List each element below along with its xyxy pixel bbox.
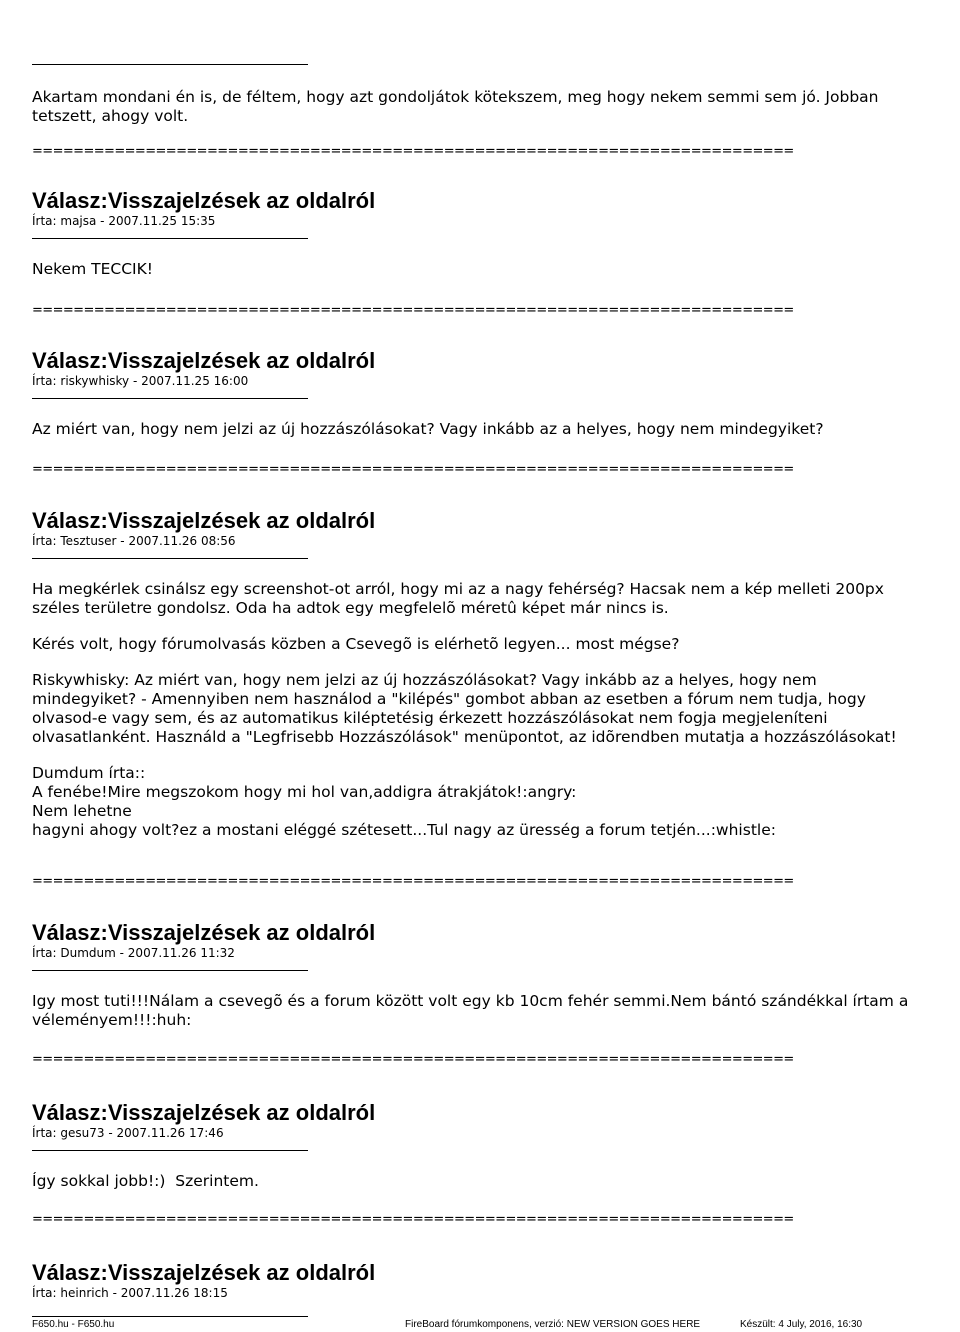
post-title: Válasz:Visszajelzések az oldalról bbox=[32, 1260, 376, 1285]
footer-component: FireBoard fórumkomponens, verzió: NEW VERSION GOES HERE bbox=[405, 1319, 701, 1330]
footer-site: F650.hu - F650.hu bbox=[32, 1319, 115, 1330]
post-meta: Írta: Dumdum - 2007.11.26 11:32 bbox=[32, 946, 235, 960]
quoted-post: Dumdum írta:: A fenébe!Mire megszokom hogy mi hol van,addigra átrakjátok!:angry: Nem lehetne hagyni ahogy volt?ez a mostani eléggé szétesett...Tul nagy az üresség a forum tetjén...:whistle: bbox=[32, 764, 776, 839]
post-separator: ========================================================================== bbox=[32, 874, 794, 889]
forum-post bbox=[32, 1100, 932, 1191]
post-divider bbox=[32, 238, 308, 239]
forum-post bbox=[32, 508, 932, 852]
page-footer bbox=[32, 1316, 932, 1332]
post-body: Ha megkérlek csinálsz egy screenshot-ot arról, hogy mi az a nagy fehérség? Hacsak nem a kép melleti 200px széles területre gondolsz. Oda ha adtok egy megfelelõ méretû képet már nincs is. bbox=[32, 580, 884, 617]
footer-divider bbox=[32, 1316, 308, 1317]
post-title: Válasz:Visszajelzések az oldalról bbox=[32, 508, 376, 533]
top-divider bbox=[32, 64, 308, 65]
post-title: Válasz:Visszajelzések az oldalról bbox=[32, 188, 376, 213]
post-body: Riskywhisky: Az miért van, hogy nem jelzi az új hozzászólásokat? Vagy inkább az a helyes, hogy nem mindegyiket? - Amennyiben nem használod a "kilépés" gombot abban az esetben a fórum nem tudja, hogy olvasod-e vagy sem, és az automatikus kiléptetésig érkezett hozzászólásokat nem fogja megjeleníteni olvasatlanként. Használd a "Legfrisebb Hozzászólások" menüpontot, az idõrendben mutatja a hozzászólásokat! bbox=[32, 671, 897, 746]
post-body: Az miért van, hogy nem jelzi az új hozzászólásokat? Vagy inkább az a helyes, hogy nem mindegyiket? bbox=[32, 420, 824, 438]
post-title: Válasz:Visszajelzések az oldalról bbox=[32, 1100, 376, 1125]
intro-text: Akartam mondani én is, de féltem, hogy azt gondoljátok kötekszem, meg hogy nekem semmi sem jó. Jobban tetszett, ahogy volt. bbox=[32, 88, 879, 125]
post-title: Válasz:Visszajelzések az oldalról bbox=[32, 348, 376, 373]
post-separator: ========================================================================== bbox=[32, 1052, 794, 1067]
forum-post bbox=[32, 920, 932, 1030]
post-divider bbox=[32, 970, 308, 971]
post-meta: Írta: Tesztuser - 2007.11.26 08:56 bbox=[32, 534, 236, 548]
post-body: Kérés volt, hogy fórumolvasás közben a Csevegõ is elérhetõ legyen... most mégse? bbox=[32, 635, 680, 653]
forum-post bbox=[32, 348, 932, 439]
post-divider bbox=[32, 558, 308, 559]
post-divider bbox=[32, 398, 308, 399]
post-body: Így sokkal jobb!:) Szerintem. bbox=[32, 1172, 259, 1190]
post-separator: ========================================================================== bbox=[32, 303, 794, 318]
post-meta: Írta: majsa - 2007.11.25 15:35 bbox=[32, 214, 216, 228]
post-meta: Írta: riskywhisky - 2007.11.25 16:00 bbox=[32, 374, 249, 388]
post-meta: Írta: heinrich - 2007.11.26 18:15 bbox=[32, 1286, 228, 1300]
forum-post bbox=[32, 1260, 932, 1300]
post-separator: ========================================================================== bbox=[32, 144, 794, 159]
post-meta: Írta: gesu73 - 2007.11.26 17:46 bbox=[32, 1126, 224, 1140]
post-separator: ========================================================================== bbox=[32, 1212, 794, 1227]
footer-generated: Készült: 4 July, 2016, 16:30 bbox=[740, 1319, 863, 1330]
post-separator: ========================================================================== bbox=[32, 462, 794, 477]
post-body: Nekem TECCIK! bbox=[32, 260, 153, 278]
post-divider bbox=[32, 1150, 308, 1151]
post-body: Igy most tuti!!!Nálam a csevegõ és a forum között volt egy kb 10cm fehér semmi.Nem bántó szándékkal írtam a véleményem!!!:huh: bbox=[32, 992, 909, 1029]
post-title: Válasz:Visszajelzések az oldalról bbox=[32, 920, 376, 945]
forum-post bbox=[32, 188, 932, 279]
